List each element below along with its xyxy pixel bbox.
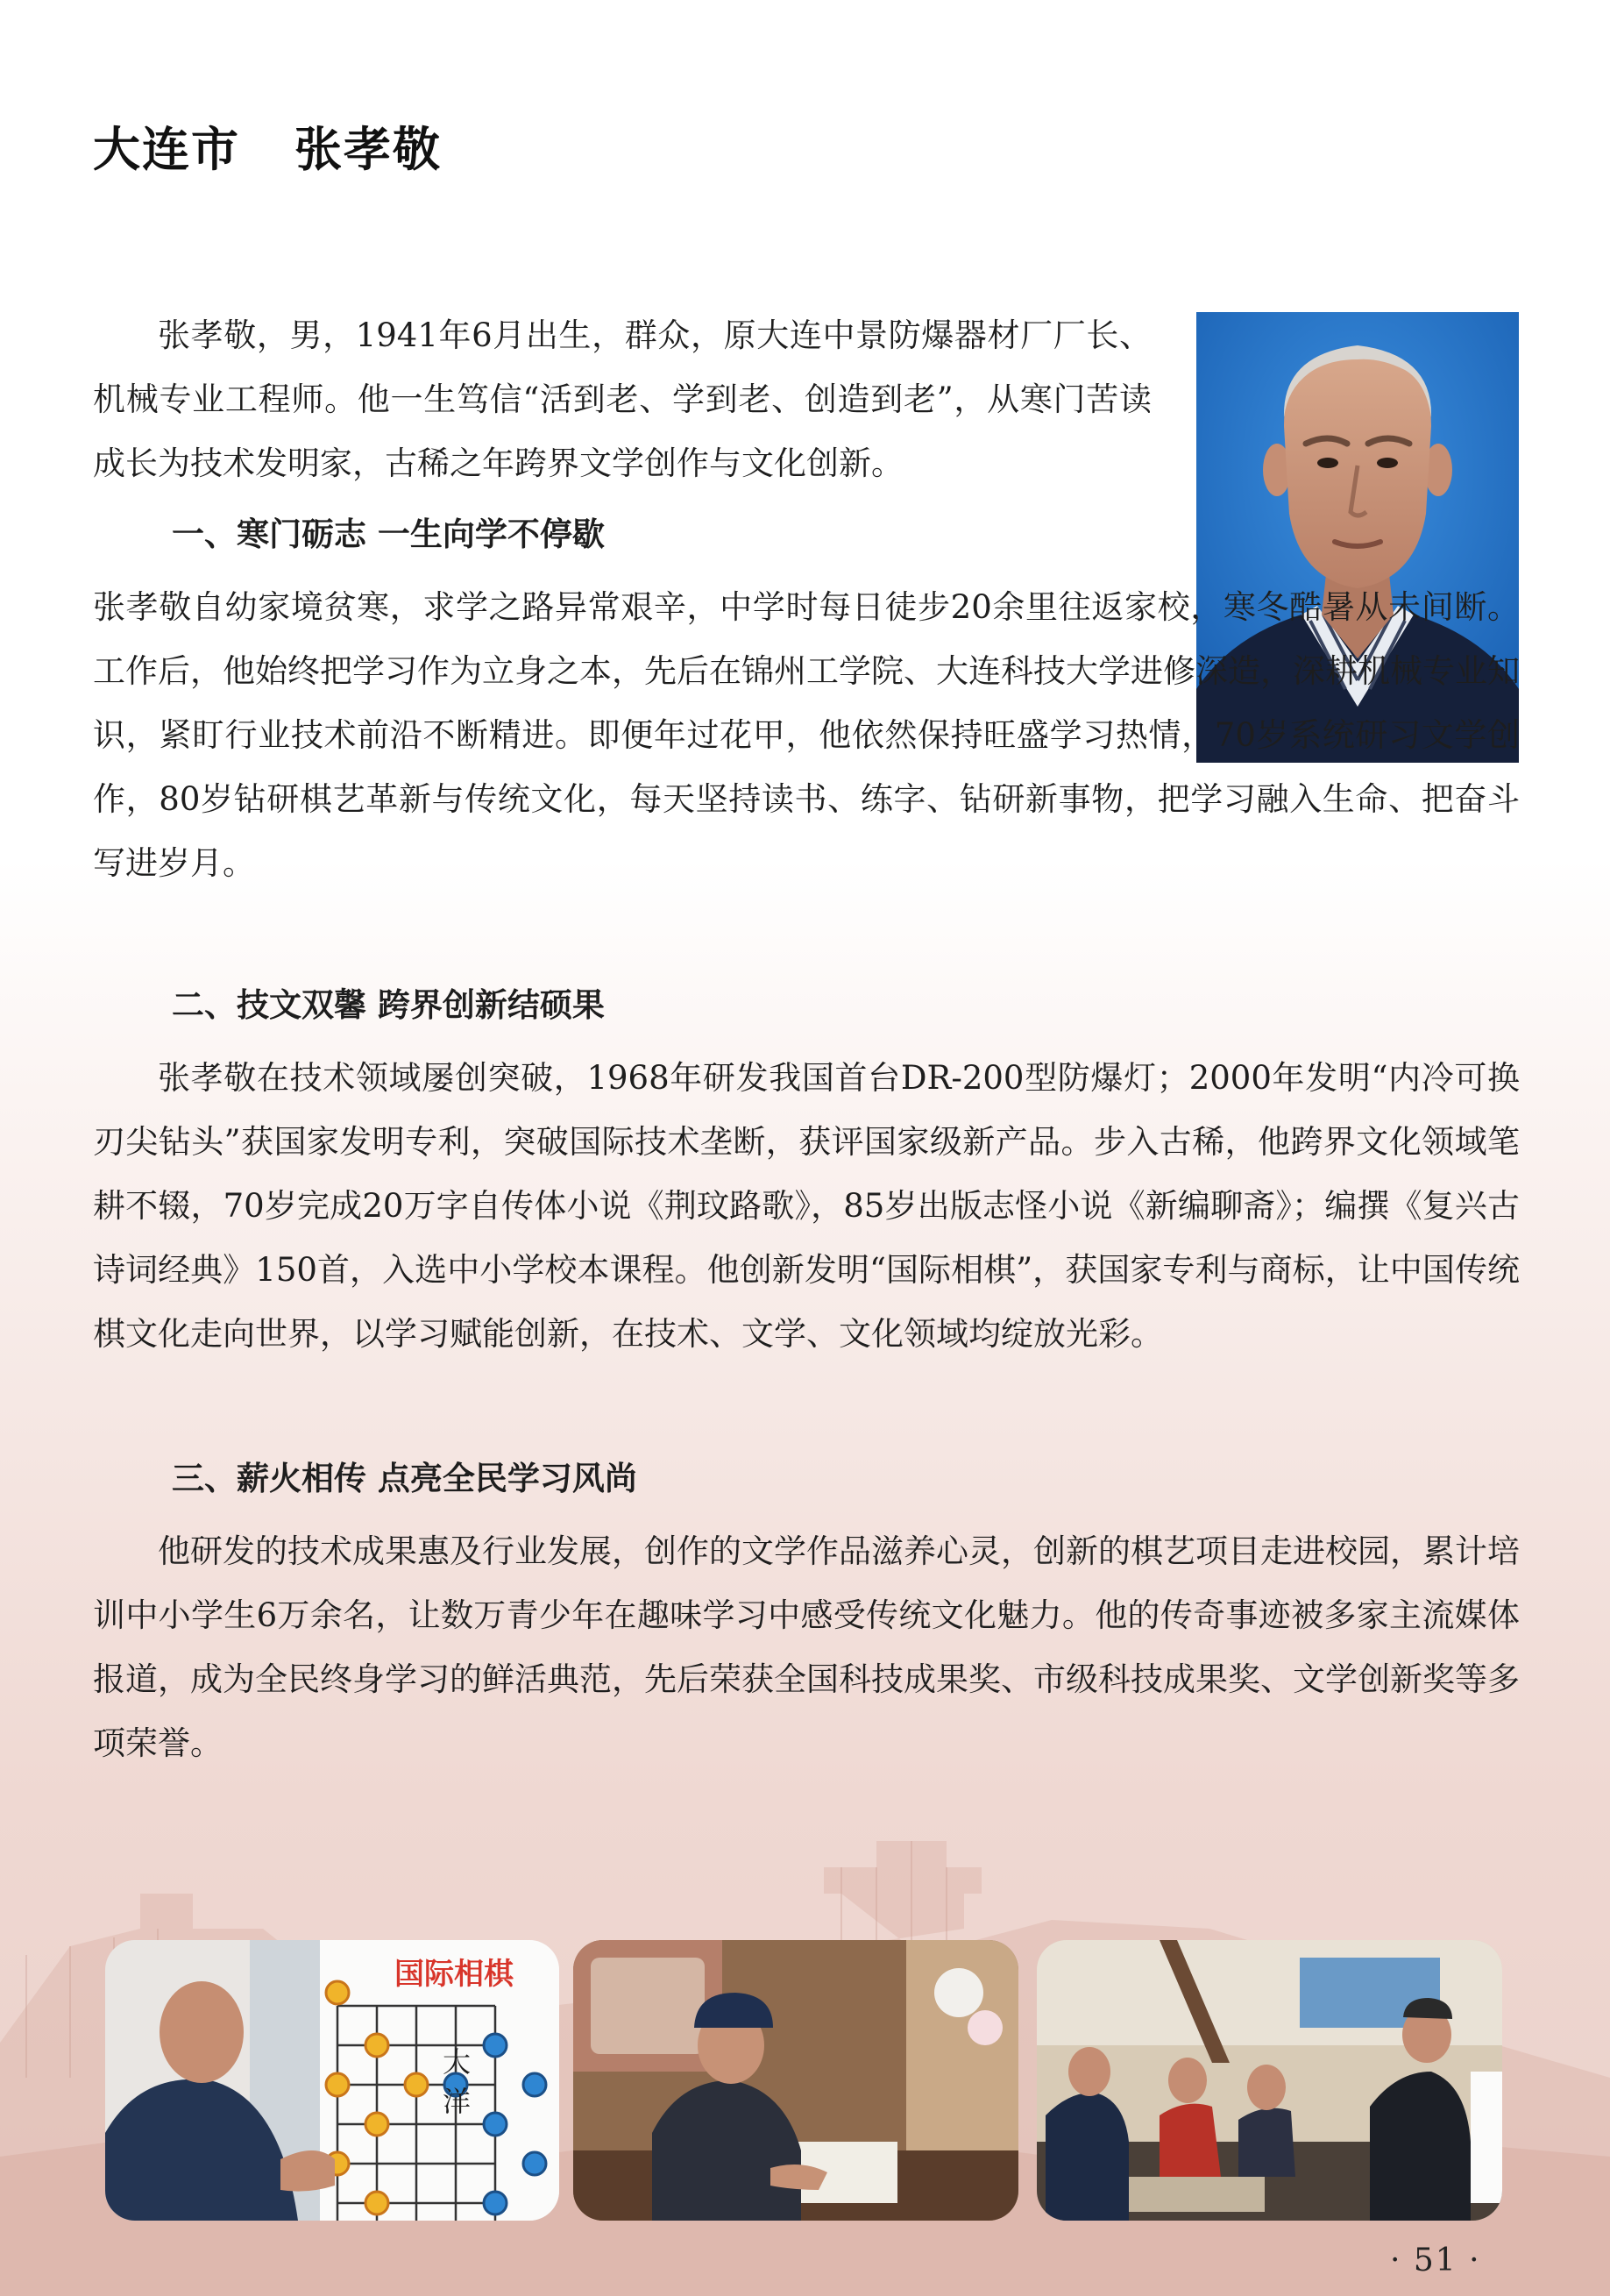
board-text-2: 洋 [443, 2085, 472, 2118]
board-text-1: 大 [443, 2045, 472, 2079]
board-title: 国际相棋 [394, 1957, 514, 1992]
section-title-3: 三、薪火相传 点亮全民学习风尚 [172, 1460, 637, 1497]
city-name: 大连市 [93, 122, 240, 177]
photo-chess-board [105, 1940, 559, 2221]
section-body-2: 张孝敬在技术领域屡创突破，1968年研发我国首台DR-200型防爆灯；2000年发明“内冷可换刃尖钻头”获国家发明专利，突破国际技术垄断，获评国家级新产品。步入古稀，他跨界文化领域笔耕不辍，70岁完成20万字自传体小说《荆玟路歌》，85岁出版志怪小说《新编聊斋》；编撰《复兴古诗词经典》150首，入选中小学校本课程。他创新发明“国际相棋”，获国家专利与商标，让中国传统棋文化走向世界，以学习赋能创新，在技术、文学、文化领域均绽放光彩。 [93, 1059, 1520, 1353]
person-name: 张孝敬 [294, 122, 442, 177]
photo-group-teaching [1037, 1940, 1502, 2221]
intro-paragraph: 张孝敬，男，1941年6月出生，群众，原大连中景防爆器材厂厂长、机械专业工程师。他一生笃信“活到老、学到老、创造到老”，从寒门苦读成长为技术发明家，古稀之年跨界文学创作与文化创新。 [93, 316, 1152, 482]
photo-writing-at-desk [573, 1940, 1018, 2221]
section-title-2: 二、技文双馨 跨界创新结硕果 [172, 986, 605, 1024]
photo-group-illustration [1037, 1940, 1502, 2221]
section-title-1: 一、寒门砺志 一生向学不停歇 [172, 515, 605, 553]
page-heading [93, 112, 442, 180]
page-number: · 51 · [1390, 2243, 1481, 2278]
photo-chess-board-illustration [105, 1940, 559, 2221]
section-body-1: 张孝敬自幼家境贫寒，求学之路异常艰辛，中学时每日徒步20余里往返家校，寒冬酷暑从未间断。工作后，他始终把学习作为立身之本，先后在锦州工学院、大连科技大学进修深造，深耕机械专业知识，紧盯行业技术前沿不断精进。即便年过花甲，他依然保持旺盛学习热情，70岁系统研习文学创作，80岁钻研棋艺革新与传统文化，每天坚持读书、练字、钻研新事物，把学习融入生命、把奋斗写进岁月。 [93, 588, 1520, 882]
photo-writing-illustration [573, 1940, 1018, 2221]
section-body-3: 他研发的技术成果惠及行业发展，创作的文学作品滋养心灵，创新的棋艺项目走进校园，累计培训中小学生6万余名，让数万青少年在趣味学习中感受传统文化魅力。他的传奇事迹被多家主流媒体报道，成为全民终身学习的鲜活典范，先后荣获全国科技成果奖、市级科技成果奖、文学创新奖等多项荣誉。 [93, 1532, 1520, 1762]
